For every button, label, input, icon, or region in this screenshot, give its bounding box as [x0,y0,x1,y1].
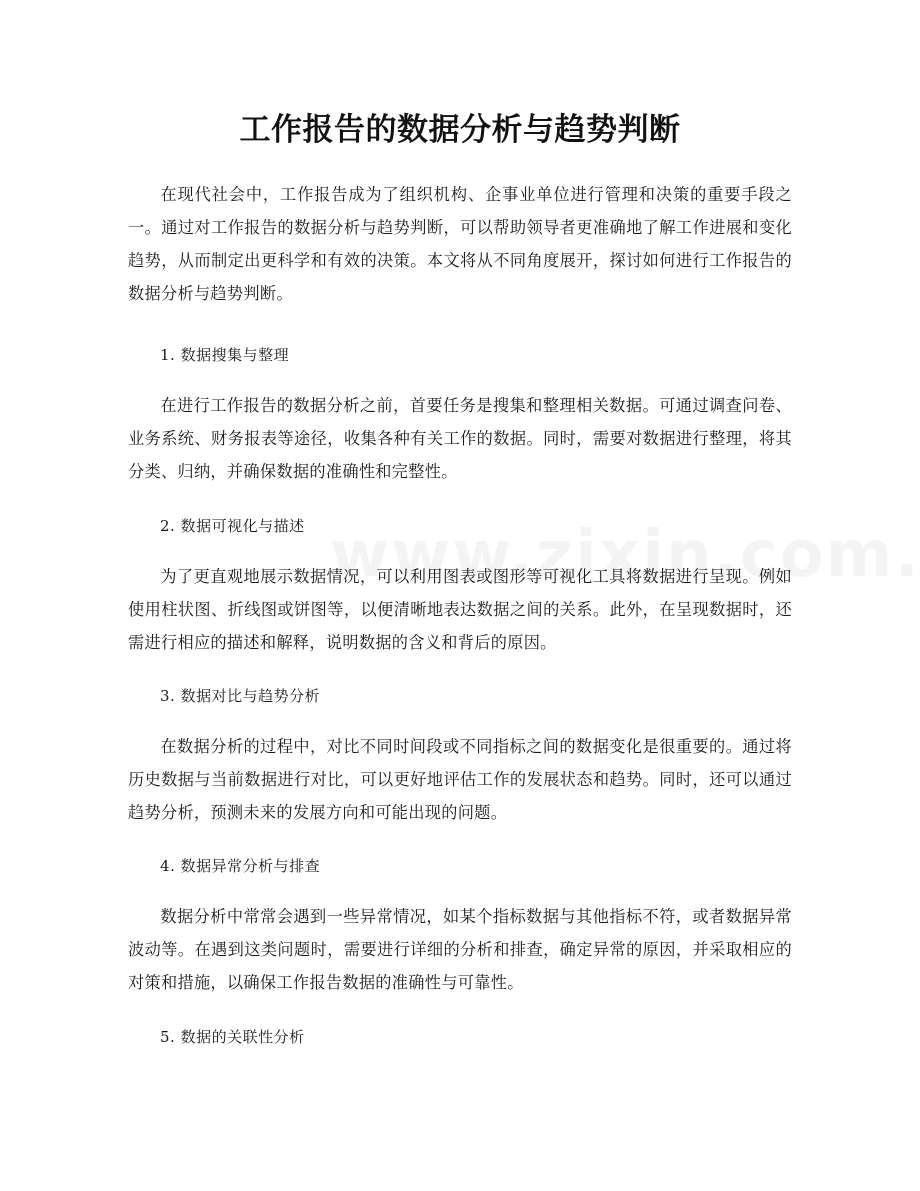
section-5-heading: 5. 数据的关联性分析 [160,1028,305,1046]
section-1-paragraph: 在进行工作报告的数据分析之前，首要任务是搜集和整理相关数据。可通过调查问卷、业务系统、财务报表等途径，收集各种有关工作的数据。同时，需要对数据进行整理，将其分类、归纳，并确保数据的准确性和完整性。 [128,396,792,481]
section-2-paragraph: 为了更直观地展示数据情况，可以利用图表或图形等可视化工具将数据进行呈现。例如使用柱状图、折线图或饼图等，以便清晰地表达数据之间的关系。此外，在呈现数据时，还需进行相应的描述和解释，说明数据的含义和背后的原因。 [128,567,792,652]
section-2-heading: 2. 数据可视化与描述 [160,517,305,535]
section-4-paragraph: 数据分析中常常会遇到一些异常情况，如某个指标数据与其他指标不符，或者数据异常波动等。在遇到这类问题时，需要进行详细的分析和排查，确定异常的原因，并采取相应的对策和措施，以确保工作报告数据的准确性与可靠性。 [128,907,792,992]
section-3-paragraph: 在数据分析的过程中，对比不同时间段或不同指标之间的数据变化是很重要的。通过将历史数据与当前数据进行对比，可以更好地评估工作的发展状态和趋势。同时，还可以通过趋势分析，预测未来的发展方向和可能出现的问题。 [128,737,792,822]
section-4-heading: 4. 数据异常分析与排查 [160,857,321,875]
intro-paragraph: 在现代社会中，工作报告成为了组织机构、企事业单位进行管理和决策的重要手段之一。通过对工作报告的数据分析与趋势判断，可以帮助领导者更准确地了解工作进展和变化趋势，从而制定出更科学和有效的决策。本文将从不同角度展开，探讨如何进行工作报告的数据分析与趋势判断。 [128,185,792,303]
section-1-heading: 1. 数据搜集与整理 [160,346,290,364]
document-title: 工作报告的数据分析与趋势判断 [239,112,681,148]
section-3-heading: 3. 数据对比与趋势分析 [160,687,321,705]
